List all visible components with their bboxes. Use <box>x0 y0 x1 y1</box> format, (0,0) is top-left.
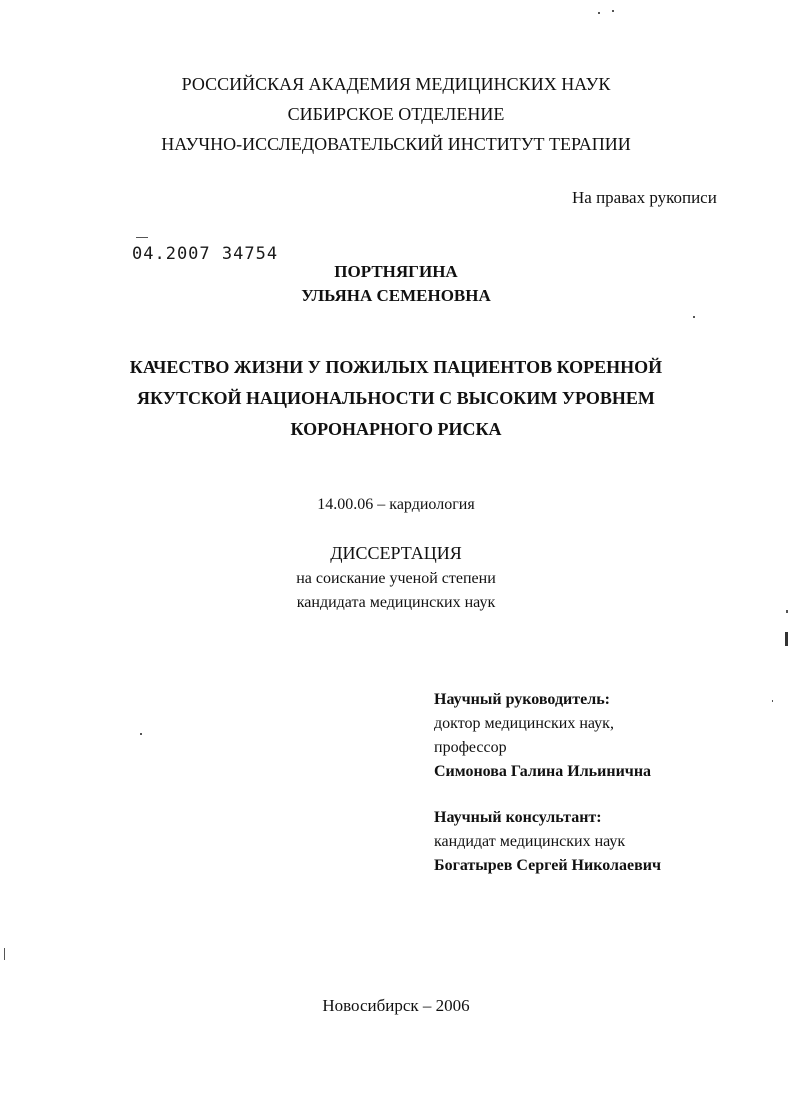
supervisor-name: Симонова Галина Ильинична <box>434 763 652 780</box>
scan-speck <box>4 948 5 960</box>
scan-speck <box>598 12 600 14</box>
city-year: Новосибирск – 2006 <box>322 996 470 1015</box>
supervisor-rank: профессор <box>434 739 507 756</box>
specialty-code: 14.00.06 – кардиология <box>317 496 475 513</box>
degree-purpose: на соискание ученой степени <box>296 570 496 587</box>
scan-speck <box>140 733 142 735</box>
dissertation-label: ДИССЕРТАЦИЯ <box>330 543 462 563</box>
author-name: УЛЬЯНА СЕМЕНОВНА <box>301 286 491 305</box>
consultant-role: Научный консультант: <box>434 809 602 826</box>
library-stamp-number: 04.2007 34754 <box>132 244 279 264</box>
branch-name: СИБИРСКОЕ ОТДЕЛЕНИЕ <box>287 104 505 124</box>
manuscript-note: На правах рукописи <box>572 188 717 207</box>
consultant-degree: кандидат медицинских наук <box>434 833 626 850</box>
thesis-title-line-1: КАЧЕСТВО ЖИЗНИ У ПОЖИЛЫХ ПАЦИЕНТОВ КОРЕННОЙ <box>129 357 663 377</box>
degree-name: кандидата медицинских наук <box>296 594 496 611</box>
scan-edge-mark <box>785 632 788 646</box>
scan-speck <box>693 316 695 318</box>
thesis-title-line-3: КОРОНАРНОГО РИСКА <box>290 419 502 439</box>
supervisor-role: Научный руководитель: <box>434 691 610 708</box>
consultant-name: Богатырев Сергей Николаевич <box>434 857 661 874</box>
thesis-title-line-2: ЯКУТСКОЙ НАЦИОНАЛЬНОСТИ С ВЫСОКИМ УРОВНЕМ <box>137 388 655 408</box>
academy-name: РОССИЙСКАЯ АКАДЕМИЯ МЕДИЦИНСКИХ НАУК <box>181 74 611 94</box>
scan-speck <box>786 610 788 613</box>
scan-speck <box>612 10 614 12</box>
supervisor-degree: доктор медицинских наук, <box>434 715 614 732</box>
author-surname: ПОРТНЯГИНА <box>334 262 458 281</box>
institute-name: НАУЧНО-ИССЛЕДОВАТЕЛЬСКИЙ ИНСТИТУТ ТЕРАПИИ <box>161 134 631 154</box>
scan-speck <box>772 700 773 702</box>
scan-speck <box>136 237 148 238</box>
